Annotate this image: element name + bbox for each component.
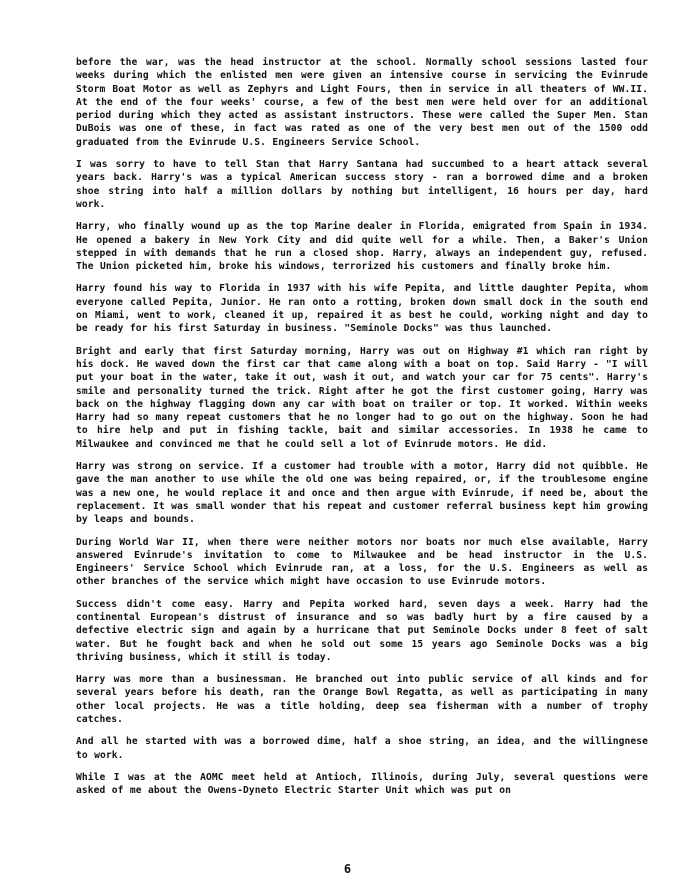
paragraph-world-war: During World War II, when there were neither motors nor boats nor much else available, Harry answered Evinrude's invitation to come to Milwaukee and be head instructor in the U.S. Engineers' Service School which Evinrude ran, at a loss, for the U.S. Engineers as well as other branches of the service which might have occasion to use Evinrude motors. (76, 536, 648, 588)
paragraph-first-saturday: Bright and early that first Saturday morning, Harry was out on Highway #1 which ran right by his dock. He waved down the first car that came along with a boat on top. Said Harry - "I will put your boat in the water, take it out, wash it out, and watch your car for 75 cents". Harry's smile and personality turned the trick. Right after he got the first customer going, Harry was back on the highway flagging down any car with boat on trailer or top. It worked. Within weeks Harry had so many repeat customers that he no longer had to go out on the highway. Soon he had to hire help and put in fishing tackle, bait and similar accessories. In 1938 he came to Milwaukee and convinced me that he could sell a lot of Evinrude motors. He did. (76, 345, 648, 450)
paragraph-florida: Harry found his way to Florida in 1937 with his wife Pepita, and little daughter Pepita, whom everyone called Pepita, Junior. He ran onto a rotting, broken down small dock in the south end on Miami, went to work, cleaned it up, repaired it as best he could, working night and day to be ready for his first Saturday in business. "Seminole Docks" was thus launched. (76, 283, 648, 335)
paragraph-harry-santana: I was sorry to have to tell Stan that Harry Santana had succumbed to a heart attack several years back. Harry's was a typical American success story - ran a borrowed dime and a broken shoe string into half a million dollars by nothing but intelligent, 16 hours per day, hard work. (76, 159, 648, 210)
page-number: 6 (343, 862, 352, 876)
paragraph-school-sessions: before the war, was the head instructor at the school. Normally school sessions lasted four weeks during which the enlisted men were given an intensive course in servicing the Evinrude Storm Boat Motor as well as Zephyrs and Light Fours, then in service in all theaters of WW.II. At the end of the four weeks' course, a few of the best men were held over for an additional period during which they acted as assistant instructors. These were called the Super Men. Stan DuBois was one of these, in fact was rated as one of the very best men out of the 1500 odd graduated from the Evinrude U.S. Engineers Service School. (76, 57, 648, 148)
paragraph-borrowed-dime: And all he started with was a borrowed dime, half a shoe string, an idea, and the willingnese to work. (76, 736, 648, 761)
paragraph-bakery: Harry, who finally wound up as the top Marine dealer in Florida, emigrated from Spain in 1934. He opened a bakery in New York City and did quite well for a while. Then, a Baker's Union stepped in with demands that he run a closed shop. Harry, always an independent guy, refused. The Union picketed him, broke his windows, terrorized his customers and finally broke him. (76, 221, 648, 273)
paragraph-aomc-meet: While I was at the AOMC meet held at Antioch, Illinois, during July, several questions were asked of me about the Owens-Dyneto Electric Starter Unit which was put on (76, 771, 648, 797)
body-text (76, 56, 648, 807)
paragraph-public-service: Harry was more than a businessman. He branched out into public service of all kinds and for several years before his death, ran the Orange Bowl Regatta, as well as participating in many other local projects. He was a title holding, deep sea fisherman with a number of trophy catches. (76, 674, 648, 726)
paragraph-success: Success didn't come easy. Harry and Pepita worked hard, seven days a week. Harry had the continental European's distrust of insurance and so was badly hurt by a fire caused by a defective electric sign and again by a hurricane that put Seminole Docks under 8 feet of salt water. But he fought back and when he sold out some 15 years ago Seminole Docks was a big thriving business, which it still is today. (76, 598, 648, 663)
paragraph-service: Harry was strong on service. If a customer had trouble with a motor, Harry did not quibble. He gave the man another to use while the old one was being repaired, or, if the troublesome engine was a new one, he would replace it and once and then argue with Evinrude, if need be, about the replacement. It was small wonder that his repeat and customer referral business kept him growing by leaps and bounds. (76, 461, 648, 526)
